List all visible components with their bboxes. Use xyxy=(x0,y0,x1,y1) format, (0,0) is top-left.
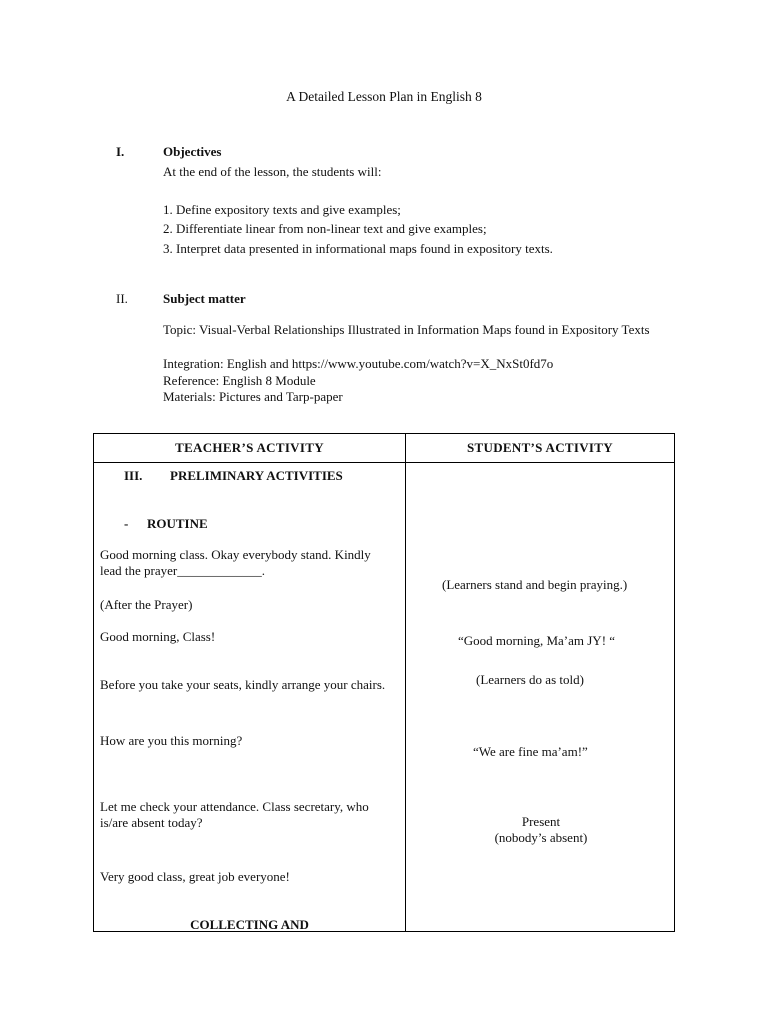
section-title: PRELIMINARY ACTIVITIES xyxy=(170,468,343,483)
objective-item: 1. Define expository texts and give examples; xyxy=(163,202,401,217)
teacher-line: Before you take your seats, kindly arrange your chairs. xyxy=(100,677,386,692)
student-line: (Learners do as told) xyxy=(476,672,584,687)
teacher-line: How are you this morning? xyxy=(100,733,243,748)
teacher-activity-header: TEACHER’S ACTIVITY xyxy=(94,434,406,463)
student-line: Present xyxy=(521,814,561,829)
student-line: “We are fine ma’am!” xyxy=(473,744,588,759)
student-activity-cell xyxy=(406,463,675,932)
subject-matter-heading: Subject matter xyxy=(163,291,246,306)
student-line: “Good morning, Ma’am JY! “ xyxy=(458,633,616,648)
student-line: (nobody’s absent) xyxy=(494,830,588,845)
teacher-line: (After the Prayer) xyxy=(100,597,193,612)
teacher-line: Good morning, Class! xyxy=(100,629,216,644)
document-title: A Detailed Lesson Plan in English 8 xyxy=(286,89,482,104)
objective-item: 2. Differentiate linear from non-linear text and give examples; xyxy=(163,221,487,236)
objectives-heading: Objectives xyxy=(163,144,222,159)
subject-reference: Reference: English 8 Module xyxy=(163,373,316,388)
teacher-line: Let me check your attendance. Class secretary, who is/are absent today? xyxy=(100,799,369,830)
routine-heading: ROUTINE xyxy=(147,516,208,531)
objectives-intro: At the end of the lesson, the students will: xyxy=(163,164,382,179)
subject-materials: Materials: Pictures and Tarp-paper xyxy=(163,389,343,404)
student-line: (Learners stand and begin praying.) xyxy=(442,577,628,592)
subject-integration: Integration: English and https://www.youtube.com/watch?v=X_NxSt0fd7o xyxy=(163,356,554,371)
activity-table xyxy=(93,433,675,932)
objective-item: 3. Interpret data presented in informational maps found in expository texts. xyxy=(163,241,553,256)
teacher-line: Very good class, great job everyone! xyxy=(100,869,290,884)
section-number: III. xyxy=(124,468,143,483)
teacher-line: Good morning class. Okay everybody stand. Kindly lead the prayer_____________. xyxy=(100,547,371,578)
collecting-heading: COLLECTING AND xyxy=(190,917,309,932)
student-activity-header: STUDENT’S ACTIVITY xyxy=(406,434,675,463)
objectives-number: I. xyxy=(116,144,125,159)
routine-dash: - xyxy=(124,516,129,531)
subject-matter-number: II. xyxy=(116,291,128,306)
subject-topic: Topic: Visual-Verbal Relationships Illustrated in Information Maps found in Expository Texts xyxy=(163,322,650,337)
teacher-activity-cell xyxy=(94,463,406,932)
